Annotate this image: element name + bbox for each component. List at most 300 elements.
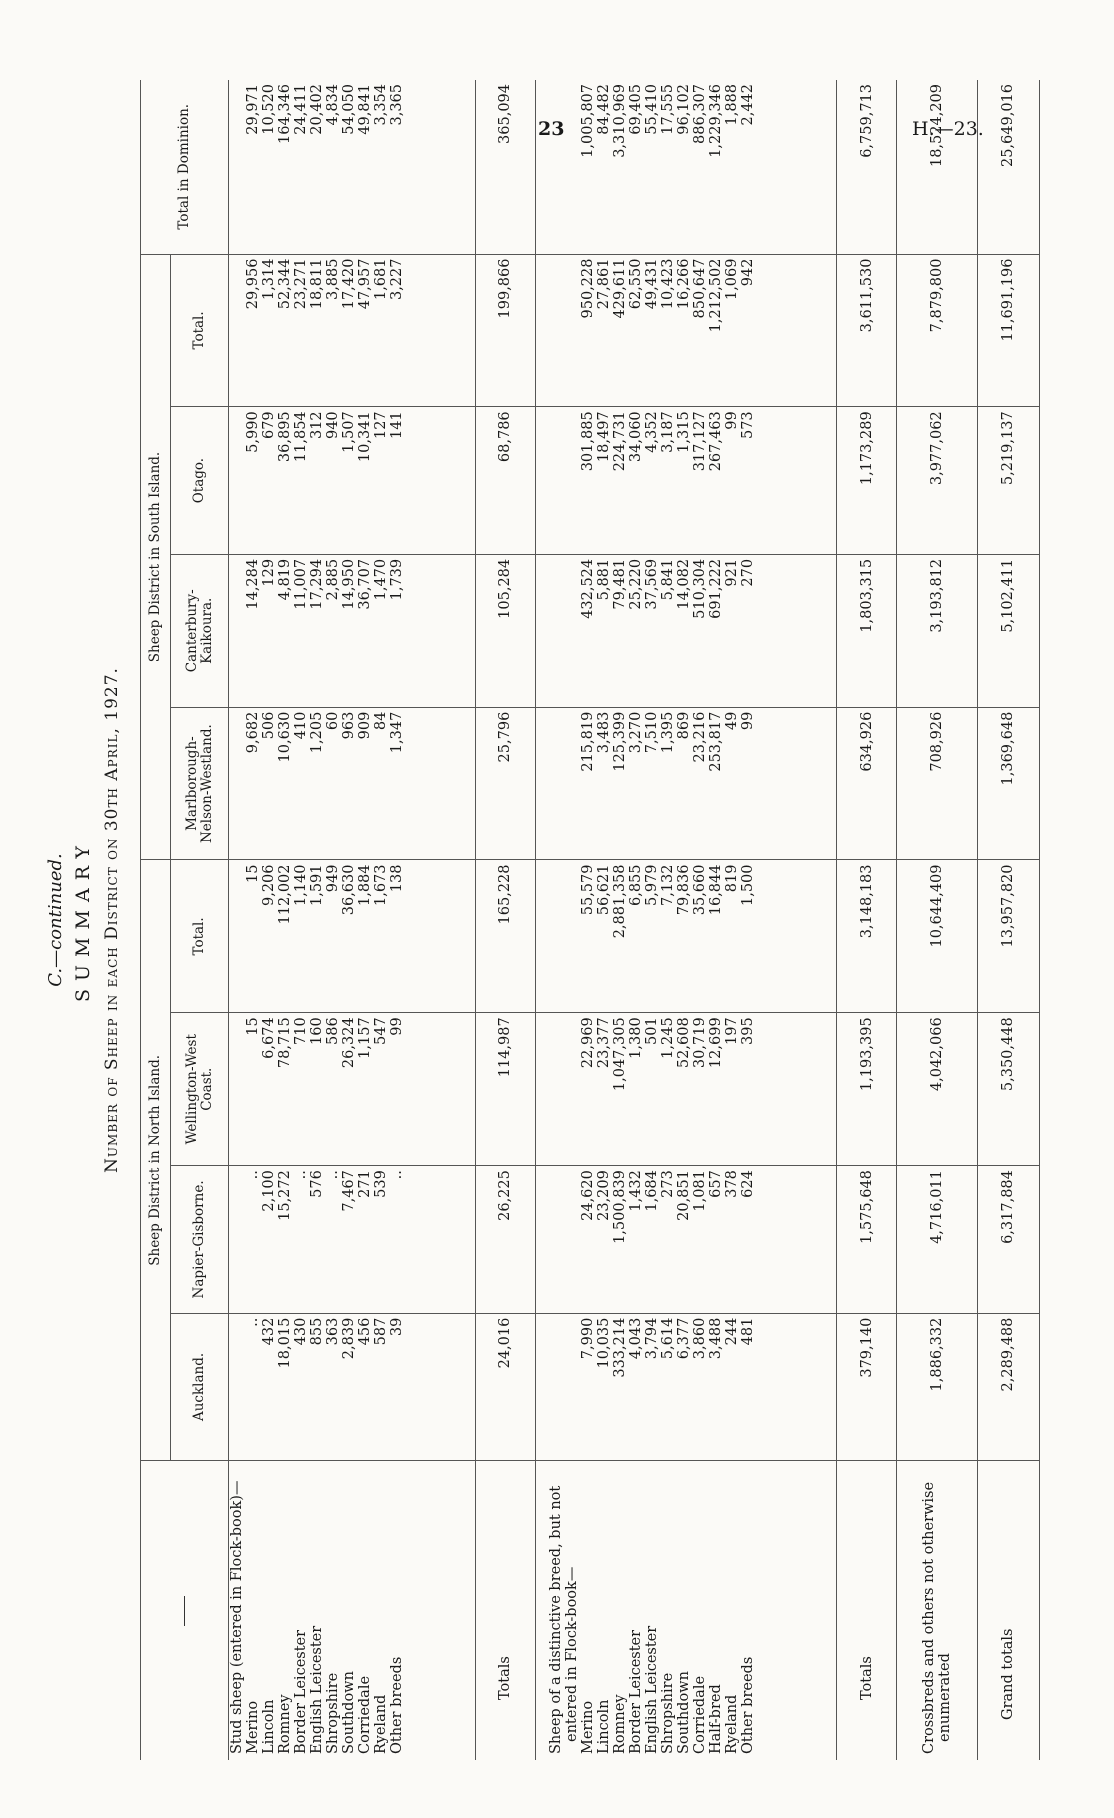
distinctive-canterbury-value-9: 921: [723, 558, 740, 587]
page-number: 23: [538, 118, 565, 140]
stud-napier-value-8: 539: [373, 1170, 389, 1198]
distinctive-dominion-value-4: 55,410: [643, 84, 660, 135]
distinctive-totals-cell-1: 1,575,648: [837, 1166, 897, 1314]
stud-north-total-value-7: 1,884: [357, 864, 373, 907]
distinctive-breed-label-6: Southdown: [675, 1671, 692, 1754]
stud-breed-label-2: Romney: [277, 1694, 293, 1754]
distinctive-otago-value-4: 4,352: [643, 411, 660, 453]
stud-wellington-value-7: 1,157: [357, 1017, 373, 1059]
stud-napier-value-5: ..: [325, 1170, 341, 1180]
distinctive-heading-line1: Sheep of a distinctive breed, but not: [547, 1485, 564, 1754]
distinctive-breed-label-5: Shropshire: [659, 1672, 676, 1754]
distinctive-dominion-value-10: 2,442: [739, 84, 756, 126]
distinctive-south-total-values: [580, 259, 756, 403]
distinctive-napier-value-7: 1,081: [691, 1170, 708, 1212]
crossbreds-cell-7: 7,879,800: [897, 254, 978, 407]
distinctive-totals-cell-2: 1,193,395: [837, 1013, 897, 1166]
distinctive-south-total-value-4: 49,431: [643, 258, 660, 310]
stud-canterbury-value-1: 129: [261, 558, 277, 587]
stud-napier-value-1: 2,100: [261, 1170, 277, 1212]
table-title: Number of Sheep in each District on 30th April, 1927.: [102, 667, 122, 1173]
stud-otago-value-4: 312: [309, 411, 325, 440]
distinctive-marlborough-value-2: 125,399: [611, 711, 628, 772]
stud-north-total-value-4: 1,591: [309, 864, 325, 907]
distinctive-otago-value-3: 34,060: [627, 411, 644, 463]
distinctive-auckland-value-8: 3,488: [707, 1317, 724, 1360]
distinctive-otago-value-1: 18,497: [595, 411, 612, 463]
distinctive-north-total-value-0: 55,579: [579, 864, 596, 916]
distinctive-marlborough-value-6: 869: [675, 711, 692, 740]
crossbreds-cell-6: 3,977,062: [897, 407, 978, 555]
stud-south-total-value-3: 23,271: [293, 258, 309, 310]
stud-napier-value-0: ..: [245, 1170, 261, 1180]
distinctive-napier-value-0: 24,620: [579, 1170, 596, 1221]
distinctive-north-total-values: [580, 865, 756, 1009]
distinctive-totals-cell-5: 1,803,315: [837, 554, 897, 707]
distinctive-marlborough-value-3: 3,270: [627, 711, 644, 754]
stud-otago-value-7: 10,341: [357, 411, 373, 463]
distinctive-auckland-value-6: 6,377: [675, 1317, 692, 1360]
distinctive-otago-value-2: 224,731: [611, 411, 628, 472]
distinctive-north-total-value-1: 56,621: [595, 864, 612, 916]
distinctive-breed-labels: [580, 1465, 756, 1754]
distinctive-canterbury-value-7: 510,304: [691, 558, 708, 619]
distinctive-canterbury-value-5: 5,841: [659, 558, 676, 601]
stud-dominion-values: [245, 84, 405, 250]
distinctive-wellington-value-7: 30,719: [691, 1017, 708, 1069]
stud-south-total-value-8: 1,681: [373, 258, 389, 301]
stud-canterbury-value-3: 11,007: [293, 558, 309, 610]
distinctive-south-total-value-5: 10,423: [659, 258, 676, 310]
distinctive-canterbury-value-2: 79,481: [611, 558, 628, 610]
stud-south-total-value-2: 52,344: [277, 258, 293, 310]
distinctive-breed-label-7: Corriedale: [691, 1675, 708, 1754]
sheep-summary-table: [140, 80, 1040, 1760]
stud-marlborough-value-3: 410: [293, 711, 309, 740]
stud-wellington-values: [245, 1017, 405, 1161]
distinctive-dominion-value-9: 1,888: [723, 84, 740, 126]
distinctive-napier-value-8: 657: [707, 1170, 724, 1198]
distinctive-totals-cell-7: 3,611,530: [837, 254, 897, 407]
stud-north-total-value-9: 138: [389, 864, 405, 893]
stud-breed-label-7: Corriedale: [357, 1675, 373, 1754]
distinctive-totals-label: Totals: [858, 1656, 875, 1700]
distinctive-breed-label-0: Merino: [579, 1700, 596, 1754]
otago-header: Otago.: [171, 407, 229, 555]
grand-totals-cell-8: 25,649,016: [977, 80, 1039, 254]
distinctive-wellington-value-1: 23,377: [595, 1017, 612, 1069]
stud-marlborough-value-8: 84: [373, 711, 389, 731]
stud-totals-cell-1: 26,225: [475, 1166, 535, 1314]
distinctive-totals-row: [837, 80, 897, 1760]
distinctive-north-total-value-6: 79,836: [675, 864, 692, 916]
distinctive-marlborough-value-5: 1,395: [659, 711, 676, 754]
distinctive-heading-line2: entered in Flock-book—: [563, 1566, 580, 1742]
stud-breed-label-9: Other breeds: [389, 1656, 405, 1754]
stud-south-total-value-5: 3,885: [325, 258, 341, 301]
stud-otago-value-9: 141: [389, 411, 405, 440]
stud-marlborough-value-9: 1,347: [389, 711, 405, 754]
stud-otago-value-1: 679: [261, 411, 277, 440]
distinctive-wellington-values: [580, 1017, 756, 1161]
stud-wellington-value-2: 78,715: [277, 1017, 293, 1069]
stud-canterbury-value-2: 4,819: [277, 558, 293, 601]
distinctive-auckland-value-7: 3,860: [691, 1317, 708, 1360]
stud-canterbury-value-0: 14,284: [245, 558, 261, 610]
stud-auckland-value-8: 587: [373, 1317, 389, 1346]
stud-south-total-value-9: 3,227: [389, 258, 405, 301]
stud-wellington-value-5: 586: [325, 1017, 341, 1045]
stud-otago-value-3: 11,854: [293, 411, 309, 463]
distinctive-north-total-value-2: 2,881,358: [611, 864, 628, 939]
stud-canterbury-value-9: 1,739: [389, 558, 405, 601]
canterbury-header: Canterbury-Kaikoura.: [171, 554, 229, 707]
rotated-table-page: [40, 80, 1045, 1760]
distinctive-north-total-value-8: 16,844: [707, 864, 724, 916]
stud-totals-cell-0: 24,016: [475, 1313, 535, 1461]
stud-dominion-value-4: 20,402: [309, 84, 325, 135]
crossbreds-label-line2: enumerated: [936, 1653, 953, 1742]
distinctive-breed-label-3: Border Leicester: [627, 1629, 644, 1754]
stud-marlborough-value-0: 9,682: [245, 711, 261, 754]
stud-totals-cell-6: 68,786: [475, 407, 535, 555]
distinctive-marlborough-value-10: 99: [739, 711, 756, 731]
stud-marlborough-value-6: 963: [341, 711, 357, 740]
stud-napier-value-9: ..: [389, 1170, 405, 1180]
stud-canterbury-value-7: 36,707: [357, 558, 373, 610]
crossbreds-row: [897, 80, 978, 1760]
stud-breed-label-3: Border Leicester: [293, 1629, 309, 1754]
distinctive-south-total-value-9: 1,069: [723, 258, 740, 301]
distinctive-totals-cell-4: 634,926: [837, 707, 897, 860]
dominion-header: Total in Dominion.: [141, 80, 229, 254]
distinctive-north-total-value-3: 6,855: [627, 864, 644, 907]
distinctive-marlborough-value-4: 7,510: [643, 711, 660, 754]
stud-auckland-value-7: 456: [357, 1317, 373, 1346]
distinctive-canterbury-value-6: 14,082: [675, 558, 692, 610]
stud-marlborough-value-7: 909: [357, 711, 373, 740]
distinctive-north-total-value-9: 819: [723, 864, 740, 893]
stud-marlborough-value-4: 1,205: [309, 711, 325, 754]
stud-auckland-value-4: 855: [309, 1317, 325, 1346]
distinctive-dominion-value-3: 69,405: [627, 84, 644, 135]
stud-auckland-value-3: 430: [293, 1317, 309, 1346]
stud-totals-cell-5: 105,284: [475, 554, 535, 707]
stud-north-total-value-1: 9,206: [261, 864, 277, 907]
stud-napier-value-7: 271: [357, 1170, 373, 1198]
distinctive-breed-label-9: Ryeland: [723, 1694, 740, 1754]
distinctive-otago-value-5: 3,187: [659, 411, 676, 453]
distinctive-marlborough-value-0: 215,819: [579, 711, 596, 772]
stud-totals-cell-2: 114,987: [475, 1013, 535, 1166]
grand-totals-row: [977, 80, 1039, 1760]
grand-totals-cell-1: 6,317,884: [977, 1166, 1039, 1314]
distinctive-napier-value-4: 1,684: [643, 1170, 660, 1212]
distinctive-breed-label-1: Lincoln: [595, 1699, 612, 1754]
distinctive-canterbury-values: [580, 559, 756, 703]
distinctive-marlborough-value-8: 253,817: [707, 711, 724, 772]
distinctive-napier-value-5: 273: [659, 1170, 676, 1198]
stud-south-total-value-7: 47,957: [357, 258, 373, 310]
distinctive-napier-values: [580, 1170, 756, 1309]
distinctive-wellington-value-3: 1,380: [627, 1017, 644, 1059]
stud-canterbury-value-8: 1,470: [373, 558, 389, 601]
stud-otago-value-2: 36,895: [277, 411, 293, 463]
stud-totals-row: [475, 80, 535, 1760]
stud-north-total-value-5: 949: [325, 864, 341, 893]
stud-south-total-value-6: 17,420: [341, 258, 357, 310]
stud-north-total-value-8: 1,673: [373, 864, 389, 907]
distinctive-wellington-value-10: 395: [739, 1017, 756, 1045]
distinctive-breed-label-8: Half-bred: [707, 1684, 724, 1754]
stud-auckland-value-9: 39: [389, 1317, 405, 1337]
stud-dominion-value-2: 164,346: [277, 84, 293, 144]
distinctive-north-total-value-7: 35,660: [691, 864, 708, 916]
marlborough-header: Marlborough-Nelson-Westland.: [171, 707, 229, 860]
distinctive-dominion-values: [580, 84, 756, 250]
distinctive-totals-cell-8: 6,759,713: [837, 80, 897, 254]
stud-napier-value-2: 15,272: [277, 1170, 293, 1221]
grand-totals-cell-3: 13,957,820: [977, 860, 1039, 1013]
stud-wellington-value-1: 6,674: [261, 1017, 277, 1059]
distinctive-wellington-value-0: 22,969: [579, 1017, 596, 1069]
stud-auckland-values: [245, 1318, 405, 1457]
distinctive-south-total-value-1: 27,861: [595, 258, 612, 310]
stud-north-total-value-2: 112,002: [277, 864, 293, 925]
distinctive-dominion-value-5: 17,555: [659, 84, 676, 135]
distinctive-canterbury-value-1: 5,881: [595, 558, 612, 601]
stud-totals-cell-7: 199,866: [475, 254, 535, 407]
stud-wellington-value-9: 99: [389, 1017, 405, 1036]
stud-auckland-value-5: 363: [325, 1317, 341, 1346]
distinctive-south-total-value-7: 850,647: [691, 258, 708, 319]
stud-north-total-value-6: 36,630: [341, 864, 357, 916]
stud-breed-label-0: Merino: [245, 1700, 261, 1754]
stud-totals-label: Totals: [497, 1656, 514, 1700]
auckland-header: Auckland.: [171, 1313, 229, 1461]
summary-heading: SUMMARY: [72, 838, 94, 1002]
distinctive-otago-values: [580, 411, 756, 550]
distinctive-auckland-value-0: 7,990: [579, 1317, 596, 1360]
stud-south-total-value-4: 18,811: [309, 258, 325, 310]
stud-totals-cell-4: 25,796: [475, 707, 535, 860]
stud-breed-label-6: Southdown: [341, 1671, 357, 1754]
distinctive-napier-value-9: 378: [723, 1170, 740, 1198]
stud-napier-value-3: ..: [293, 1170, 309, 1180]
distinctive-breed-label-4: English Leicester: [643, 1625, 660, 1754]
north-island-header: Sheep District in North Island.: [141, 860, 171, 1461]
distinctive-marlborough-values: [580, 712, 756, 856]
distinctive-otago-value-9: 99: [723, 411, 740, 430]
stud-dominion-value-5: 4,834: [325, 84, 341, 126]
stud-marlborough-value-5: 60: [325, 711, 341, 731]
distinctive-south-total-value-0: 950,228: [579, 258, 596, 319]
stud-dominion-value-9: 3,365: [389, 84, 405, 126]
stud-otago-value-5: 940: [325, 411, 341, 440]
stud-north-total-values: [245, 865, 405, 1009]
distinctive-dominion-value-8: 1,229,346: [707, 84, 724, 158]
stud-breed-labels: [245, 1465, 405, 1754]
distinctive-auckland-value-4: 3,794: [643, 1317, 660, 1360]
distinctive-wellington-value-4: 501: [643, 1017, 660, 1045]
distinctive-north-total-value-4: 5,979: [643, 864, 660, 907]
stud-label-cell: [229, 1461, 476, 1760]
stud-dominion-value-1: 10,520: [261, 84, 277, 135]
stud-south-total-value-1: 1,314: [261, 258, 277, 301]
stud-canterbury-value-5: 2,885: [325, 558, 341, 601]
stud-breed-label-8: Ryeland: [373, 1694, 389, 1754]
distinctive-auckland-values: [580, 1318, 756, 1457]
stud-south-total-values: [245, 259, 405, 403]
stud-wellington-value-4: 160: [309, 1017, 325, 1045]
crossbreds-cell-8: 18,524,209: [897, 80, 978, 254]
distinctive-canterbury-value-3: 25,220: [627, 558, 644, 610]
stud-wellington-value-8: 547: [373, 1017, 389, 1045]
stud-marlborough-value-2: 10,630: [277, 711, 293, 763]
distinctive-canterbury-value-10: 270: [739, 558, 756, 587]
stud-otago-value-6: 1,507: [341, 411, 357, 453]
distinctive-napier-value-3: 1,432: [627, 1170, 644, 1212]
stud-otago-value-0: 5,990: [245, 411, 261, 453]
distinctive-canterbury-value-8: 691,222: [707, 558, 724, 619]
grand-totals-cell-5: 5,102,411: [977, 554, 1039, 707]
distinctive-otago-value-7: 317,127: [691, 411, 708, 472]
distinctive-south-total-value-2: 429,611: [611, 258, 628, 319]
distinctive-label-cell: [535, 1461, 837, 1760]
distinctive-auckland-value-1: 10,035: [595, 1317, 612, 1369]
distinctive-marlborough-value-9: 49: [723, 711, 740, 731]
distinctive-canterbury-value-4: 37,569: [643, 558, 660, 610]
distinctive-wellington-value-9: 197: [723, 1017, 740, 1045]
distinctive-otago-value-10: 573: [739, 411, 756, 440]
distinctive-dominion-value-7: 886,307: [691, 84, 708, 144]
north-total-header: Total.: [171, 860, 229, 1013]
stud-napier-value-6: 7,467: [341, 1170, 357, 1212]
continued-heading: C.—continued.: [45, 853, 66, 987]
crossbreds-cell-5: 3,193,812: [897, 554, 978, 707]
distinctive-dominion-value-1: 84,482: [595, 84, 612, 135]
stud-napier-value-4: 576: [309, 1170, 325, 1198]
distinctive-totals-cell-0: 379,140: [837, 1313, 897, 1461]
grand-totals-cell-7: 11,691,196: [977, 254, 1039, 407]
distinctive-canterbury-value-0: 432,524: [579, 558, 596, 619]
distinctive-wellington-value-8: 12,699: [707, 1017, 724, 1069]
stud-marlborough-values: [245, 712, 405, 856]
stub-header: [141, 1461, 229, 1760]
crossbreds-cell-3: 10,644,409: [897, 860, 978, 1013]
distinctive-dominion-value-6: 96,102: [675, 84, 692, 135]
stud-auckland-value-6: 2,839: [341, 1317, 357, 1360]
distinctive-dominion-value-2: 3,310,969: [611, 84, 628, 158]
stud-wellington-value-0: 15: [245, 1017, 261, 1036]
distinctive-south-total-value-10: 942: [739, 258, 756, 287]
distinctive-south-total-value-6: 16,266: [675, 258, 692, 310]
stud-dominion-value-7: 49,841: [357, 84, 373, 135]
stud-auckland-value-0: ..: [245, 1317, 261, 1327]
crossbreds-label-line1: Crossbreds and others not otherwise: [920, 1481, 937, 1754]
distinctive-south-total-value-3: 62,550: [627, 258, 644, 310]
distinctive-auckland-value-10: 481: [739, 1317, 756, 1346]
stud-dominion-value-8: 3,354: [373, 84, 389, 126]
document-code: H.—23.: [912, 118, 984, 140]
stud-totals-cell-3: 165,228: [475, 860, 535, 1013]
crossbreds-cell-4: 708,926: [897, 707, 978, 860]
stud-totals-cell-8: 365,094: [475, 80, 535, 254]
grand-totals-cell-2: 5,350,448: [977, 1013, 1039, 1166]
stud-north-total-value-0: 15: [245, 864, 261, 883]
distinctive-dominion-value-0: 1,005,807: [579, 84, 596, 158]
distinctive-otago-value-0: 301,885: [579, 411, 596, 472]
stud-otago-values: [245, 411, 405, 550]
crossbreds-cell-2: 4,042,066: [897, 1013, 978, 1166]
distinctive-marlborough-value-7: 23,216: [691, 711, 708, 763]
distinctive-breed-label-10: Other breeds: [739, 1656, 756, 1754]
stud-wellington-value-6: 26,324: [341, 1017, 357, 1069]
distinctive-wellington-value-5: 1,245: [659, 1017, 676, 1059]
grand-totals-cell-4: 1,369,648: [977, 707, 1039, 860]
stud-auckland-value-1: 432: [261, 1317, 277, 1346]
stud-breed-label-1: Lincoln: [261, 1699, 277, 1754]
stud-wellington-value-3: 710: [293, 1017, 309, 1045]
wellington-header: Wellington-West Coast.: [171, 1013, 229, 1166]
crossbreds-cell-0: 1,886,332: [897, 1313, 978, 1461]
distinctive-napier-value-10: 624: [739, 1170, 756, 1198]
distinctive-napier-value-6: 20,851: [675, 1170, 692, 1221]
distinctive-marlborough-value-1: 3,483: [595, 711, 612, 754]
stud-canterbury-value-6: 14,950: [341, 558, 357, 610]
stud-canterbury-values: [245, 559, 405, 703]
crossbreds-label: [897, 1461, 978, 1760]
distinctive-auckland-value-3: 4,043: [627, 1317, 644, 1360]
distinctive-wellington-value-6: 52,608: [675, 1017, 692, 1069]
distinctive-wellington-value-2: 1,047,305: [611, 1017, 628, 1092]
grand-totals-label: Grand totals: [1000, 1628, 1017, 1720]
grand-totals-cell-0: 2,289,488: [977, 1313, 1039, 1461]
napier-header: Napier-Gisborne.: [171, 1166, 229, 1314]
distinctive-auckland-value-9: 244: [723, 1317, 740, 1346]
stud-breed-label-4: English Leicester: [309, 1625, 325, 1754]
stud-napier-values: [245, 1170, 405, 1309]
distinctive-north-total-value-5: 7,132: [659, 864, 676, 907]
stud-south-total-value-0: 29,956: [245, 258, 261, 310]
south-total-header: Total.: [171, 254, 229, 407]
distinctive-totals-cell-6: 1,173,289: [837, 407, 897, 555]
distinctive-napier-value-2: 1,500,839: [611, 1170, 628, 1244]
stud-north-total-value-3: 1,140: [293, 864, 309, 907]
stud-dominion-value-0: 29,971: [245, 84, 261, 135]
stud-auckland-value-2: 18,015: [277, 1317, 293, 1369]
grand-totals-cell-6: 5,219,137: [977, 407, 1039, 555]
distinctive-napier-value-1: 23,209: [595, 1170, 612, 1221]
crossbreds-cell-1: 4,716,011: [897, 1166, 978, 1314]
distinctive-otago-value-8: 267,463: [707, 411, 724, 472]
stud-dominion-value-3: 24,411: [293, 84, 309, 135]
stud-canterbury-value-4: 17,294: [309, 558, 325, 610]
distinctive-north-total-value-10: 1,500: [739, 864, 756, 907]
distinctive-auckland-value-2: 333,214: [611, 1317, 628, 1378]
stud-otago-value-8: 127: [373, 411, 389, 440]
distinctive-auckland-value-5: 5,614: [659, 1317, 676, 1360]
stud-breed-label-5: Shropshire: [325, 1672, 341, 1754]
distinctive-south-total-value-8: 1,212,502: [707, 258, 724, 333]
distinctive-totals-cell-3: 3,148,183: [837, 860, 897, 1013]
distinctive-otago-value-6: 1,315: [675, 411, 692, 453]
south-island-header: Sheep District in South Island.: [141, 254, 171, 860]
stud-marlborough-value-1: 506: [261, 711, 277, 740]
stud-heading: Stud sheep (entered in Flock-book)—: [229, 1480, 245, 1754]
stud-dominion-value-6: 54,050: [341, 84, 357, 135]
distinctive-breed-label-2: Romney: [611, 1694, 628, 1754]
